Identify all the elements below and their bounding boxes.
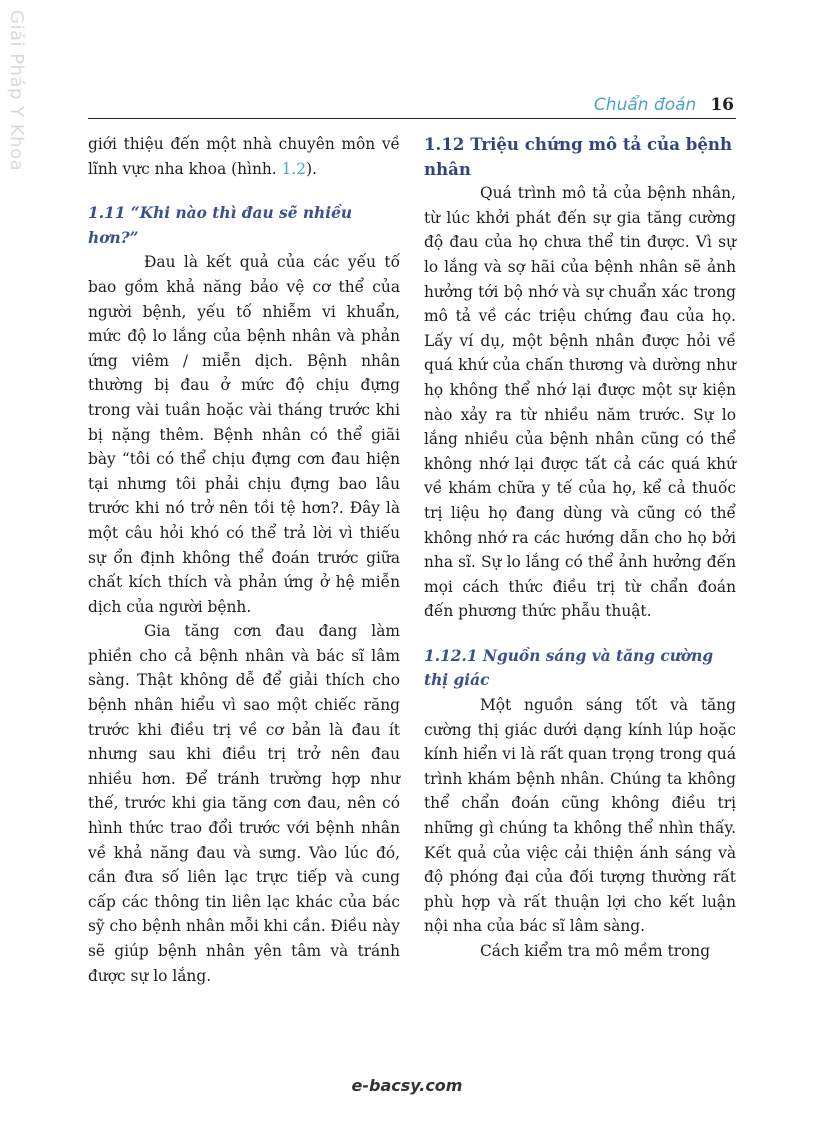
paragraph-soft-tissue: Cách kiểm tra mô mềm trong [480,942,711,960]
page-header [88,92,736,119]
footer-website: e-bacsy.com [351,1076,463,1095]
paragraph-1-11-a: Đau là kết quả của các yếu tố bao gồm khả năng bảo vệ cơ thể của người bệnh, yếu tố nhiễm vi khuẩn, mức độ lo lắng của bệnh nhân và phản ứng viêm / miễn dịch. Bệnh nhân thường bị đau ở mức độ chịu đựng trong vài tuần hoặc vài tháng trước khi bị nặng thêm. Bệnh nhân có thể giãi bày “tôi có thể chịu đựng cơn đau hiện tại nhưng tôi phải chịu đựng bao lâu trước khi nó trở nên tồi tệ hơn?. Đây là một câu hỏi khó có thể trả lời vì thiếu sự ổn định không thể đoán trước giữa chất kích thích và phản ứng ở hệ miễn dịch của người bệnh. [88,253,400,616]
heading-1-12: 1.12 Triệu chứng mô tả của bệnh nhân [424,134,733,179]
left-column [88,132,400,988]
heading-1-12-1: 1.12.1 Nguồn sáng và tăng cường thị giác [424,646,714,690]
section-title: Chuẩn đoán [593,95,697,115]
paragraph-1-12: Quá trình mô tả của bệnh nhân, từ lúc khởi phát đến sự gia tăng cường độ đau của họ chưa thể tin được. Vì sự lo lắng và sợ hãi của bệnh nhân sẽ ảnh hưởng tới bộ nhớ và sự chuẩn xác trong mô tả về các triệu chứng đau của họ. Lấy ví dụ, một bệnh nhân được hỏi về quá khứ của chấn thương và dường như họ không thể nhớ lại được một sự kiện nào xảy ra từ nhiều năm trước. Sự lo lắng nhiều của bệnh nhân cũng có thể không nhớ lại được tất cả các quá khứ về khám chữa y tế của họ, kể cả thuốc trị liệu họ đang dùng và cũng có thể không nhớ ra các hướng dẫn cho họ bởi nha sĩ. Sự lo lắng có thể ảnh hưởng đến mọi cách thức điều trị từ chẩn đoán đến phương thức phẫu thuật. [424,184,736,621]
right-column [424,132,736,964]
heading-1-11: 1.11 “Khi nào thì đau sẽ nhiều hơn?” [88,204,353,247]
intro-paragraph: giới thiệu đến một nhà chuyên môn về lĩnh vực nha khoa (hình. 1.2). [88,135,400,178]
side-brand-watermark: Giải Pháp Y Khoa [6,10,27,172]
figure-ref-link[interactable]: 1.2 [281,159,307,178]
paragraph-1-12-1: Một nguồn sáng tốt và tăng cường thị giác dưới dạng kính lúp hoặc kính hiển vi là rất quan trọng trong quá trình khám bệnh nhân. Chúng ta không thể chẩn đoán cũng không điều trị những gì chúng ta không thể nhìn thấy. Kết quả của việc cải thiện ánh sáng và độ phóng đại của đối tượng thường rất phù hợp và rất thuận lợi cho kết luận nội nha của bác sĩ lâm sàng. [424,696,736,936]
paragraph-1-11-b: Gia tăng cơn đau đang làm phiền cho cả bệnh nhân và bác sĩ lâm sàng. Thật không dễ để giải thích cho bệnh nhân hiểu vì sao một chiếc răng trước khi điều trị về cơ bản là đau ít nhưng sau khi điều trị trở nên đau nhiều hơn. Để tránh trường hợp như thế, trước khi gia tăng cơn đau, nên có hình thức trao đổi trước với bệnh nhân về khả năng đau và sưng. Vào lúc đó, cần đưa số liên lạc trực tiếp và cung cấp các thông tin liên lạc khác của bác sỹ cho bệnh nhân mỗi khi cần. Điều này sẽ giúp bệnh nhân yên tâm và tránh được sự lo lắng. [88,622,400,985]
page-number: 16 [710,95,734,115]
